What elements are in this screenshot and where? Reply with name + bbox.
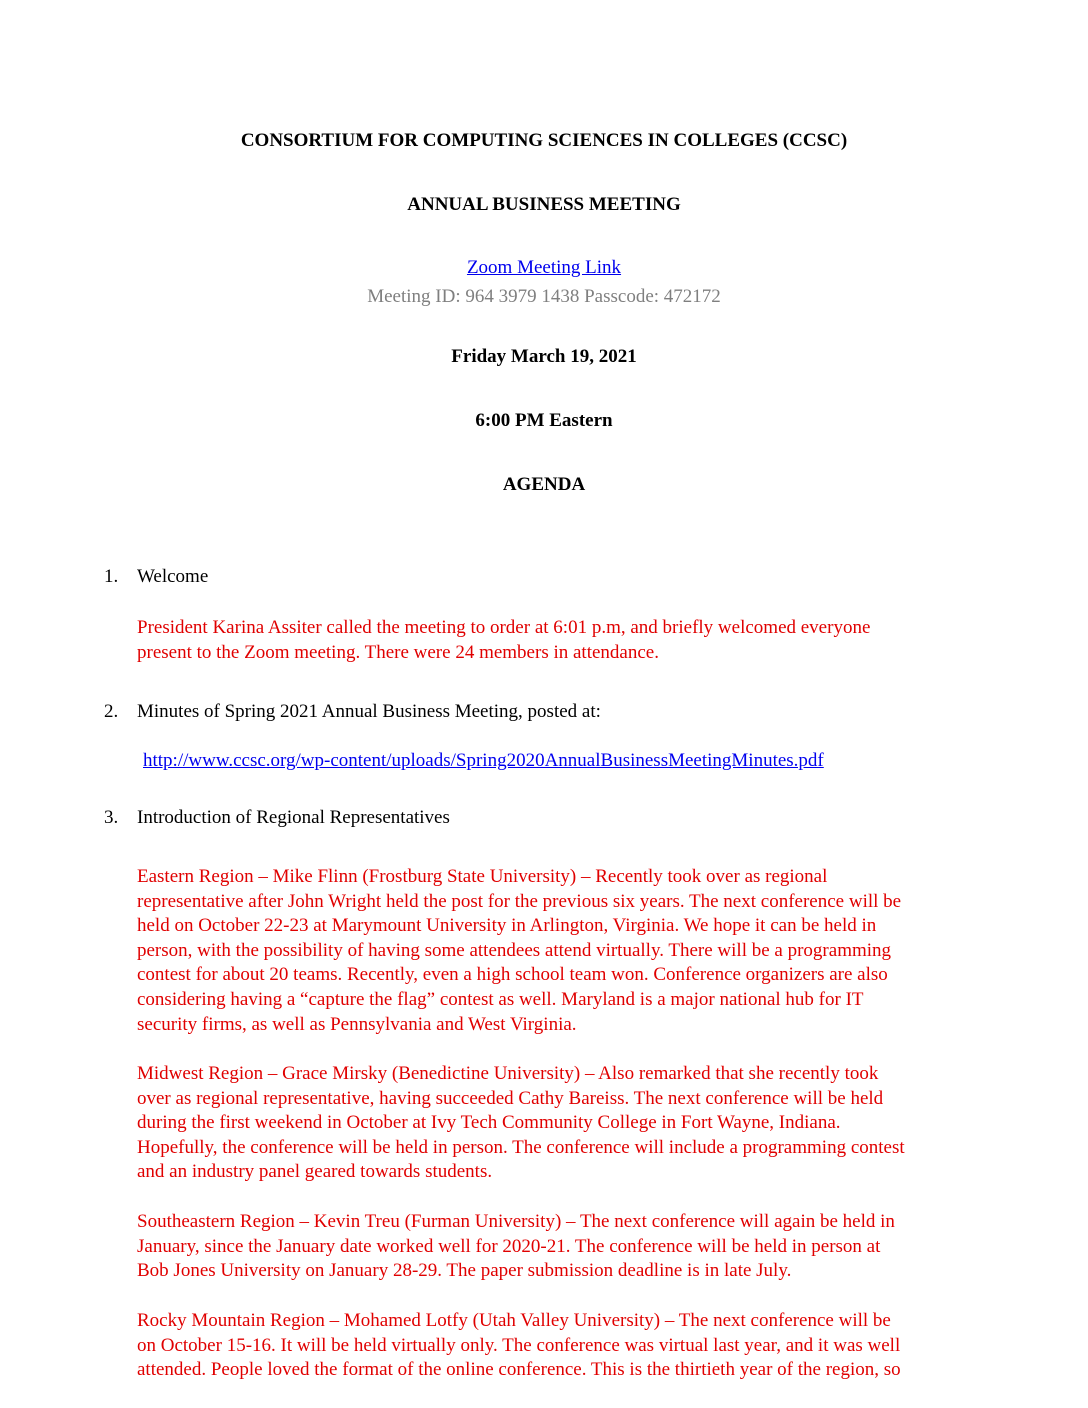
note-line: held on October 22-23 at Marymount University in Arlington, Virginia. We hope it can be held in <box>137 915 877 937</box>
note-line: Rocky Mountain Region – Mohamed Lotfy (Utah Valley University) – The next conference will be <box>137 1310 891 1331</box>
eastern-region-notes <box>137 865 1017 1037</box>
note-line: and an industry panel geared towards students. <box>137 1161 493 1183</box>
note-line: person, with the possibility of having some attendees attend virtually. There will be a programming <box>137 939 892 961</box>
agenda-item-welcome <box>104 565 208 589</box>
item-label: Introduction of Regional Representatives <box>137 807 450 828</box>
note-line: representative after John Wright held the post for the previous six years. The next conference will be <box>137 890 902 912</box>
meeting-title: ANNUAL BUSINESS MEETING <box>407 194 681 215</box>
agenda-item-regional-reps <box>104 806 450 830</box>
note-line: Midwest Region – Grace Mirsky (Benedictine University) – Also remarked that she recently took <box>137 1063 879 1084</box>
zoom-meeting-link[interactable]: Zoom Meeting Link <box>466 257 622 278</box>
note-line: President Karina Assiter called the meeting to order at 6:01 p.m, and briefly welcomed everyone <box>137 617 871 638</box>
note-line: Eastern Region – Mike Flinn (Frostburg State University) – Recently took over as regional <box>137 866 828 887</box>
note-line: security firms, as well as Pennsylvania and West Virginia. <box>137 1013 577 1035</box>
item-number: 2. <box>104 701 119 722</box>
note-line: contest for about 20 teams. Recently, even a high school team won. Conference organizers are also <box>137 964 888 986</box>
note-line: during the first weekend in October at Ivy Tech Community College in Fort Wayne, Indiana. <box>137 1112 841 1134</box>
minutes-url-link[interactable]: http://www.ccsc.org/wp-content/uploads/Spring2020AnnualBusinessMeetingMinutes.pdf <box>143 750 824 771</box>
note-line: on October 15-16. It will be held virtually only. The conference was virtual last year, and it was well <box>137 1334 901 1356</box>
meeting-ids: Meeting ID: 964 3979 1438 Passcode: 472172 <box>367 286 721 307</box>
note-line: over as regional representative, having succeeded Cathy Bareiss. The next conference will be held <box>137 1087 884 1109</box>
zoom-link-row <box>0 256 1088 280</box>
rocky-mountain-region-notes <box>137 1309 1017 1383</box>
note-line: present to the Zoom meeting. There were 24 members in attendance. <box>137 641 659 663</box>
agenda-item-minutes <box>104 700 601 724</box>
meeting-date: Friday March 19, 2021 <box>451 346 637 367</box>
item-number: 3. <box>104 807 119 828</box>
item-label: Welcome <box>137 566 209 587</box>
meeting-time: 6:00 PM Eastern <box>475 410 613 431</box>
item-label: Minutes of Spring 2021 Annual Business Meeting, posted at: <box>137 701 601 722</box>
minutes-url-row <box>143 749 824 773</box>
org-title: CONSORTIUM FOR COMPUTING SCIENCES IN COLLEGES (CCSC) <box>240 130 848 151</box>
note-line: Southeastern Region – Kevin Treu (Furman University) – The next conference will again be held in <box>137 1211 895 1232</box>
note-line: considering having a “capture the flag” contest as well. Maryland is a major national hub for IT <box>137 988 864 1010</box>
southeastern-region-notes <box>137 1210 1017 1284</box>
midwest-region-notes <box>137 1062 1017 1185</box>
welcome-notes <box>137 616 1017 665</box>
note-line: January, since the January date worked well for 2020-21. The conference will be held in person at <box>137 1235 881 1257</box>
item-number: 1. <box>104 566 119 587</box>
note-line: Hopefully, the conference will be held in person. The conference will include a programming contest <box>137 1136 905 1158</box>
note-line: Bob Jones University on January 28-29. The paper submission deadline is in late July. <box>137 1260 792 1282</box>
agenda-heading: AGENDA <box>502 474 586 495</box>
note-line: attended. People loved the format of the online conference. This is the thirtieth year of the region, so <box>137 1359 901 1381</box>
